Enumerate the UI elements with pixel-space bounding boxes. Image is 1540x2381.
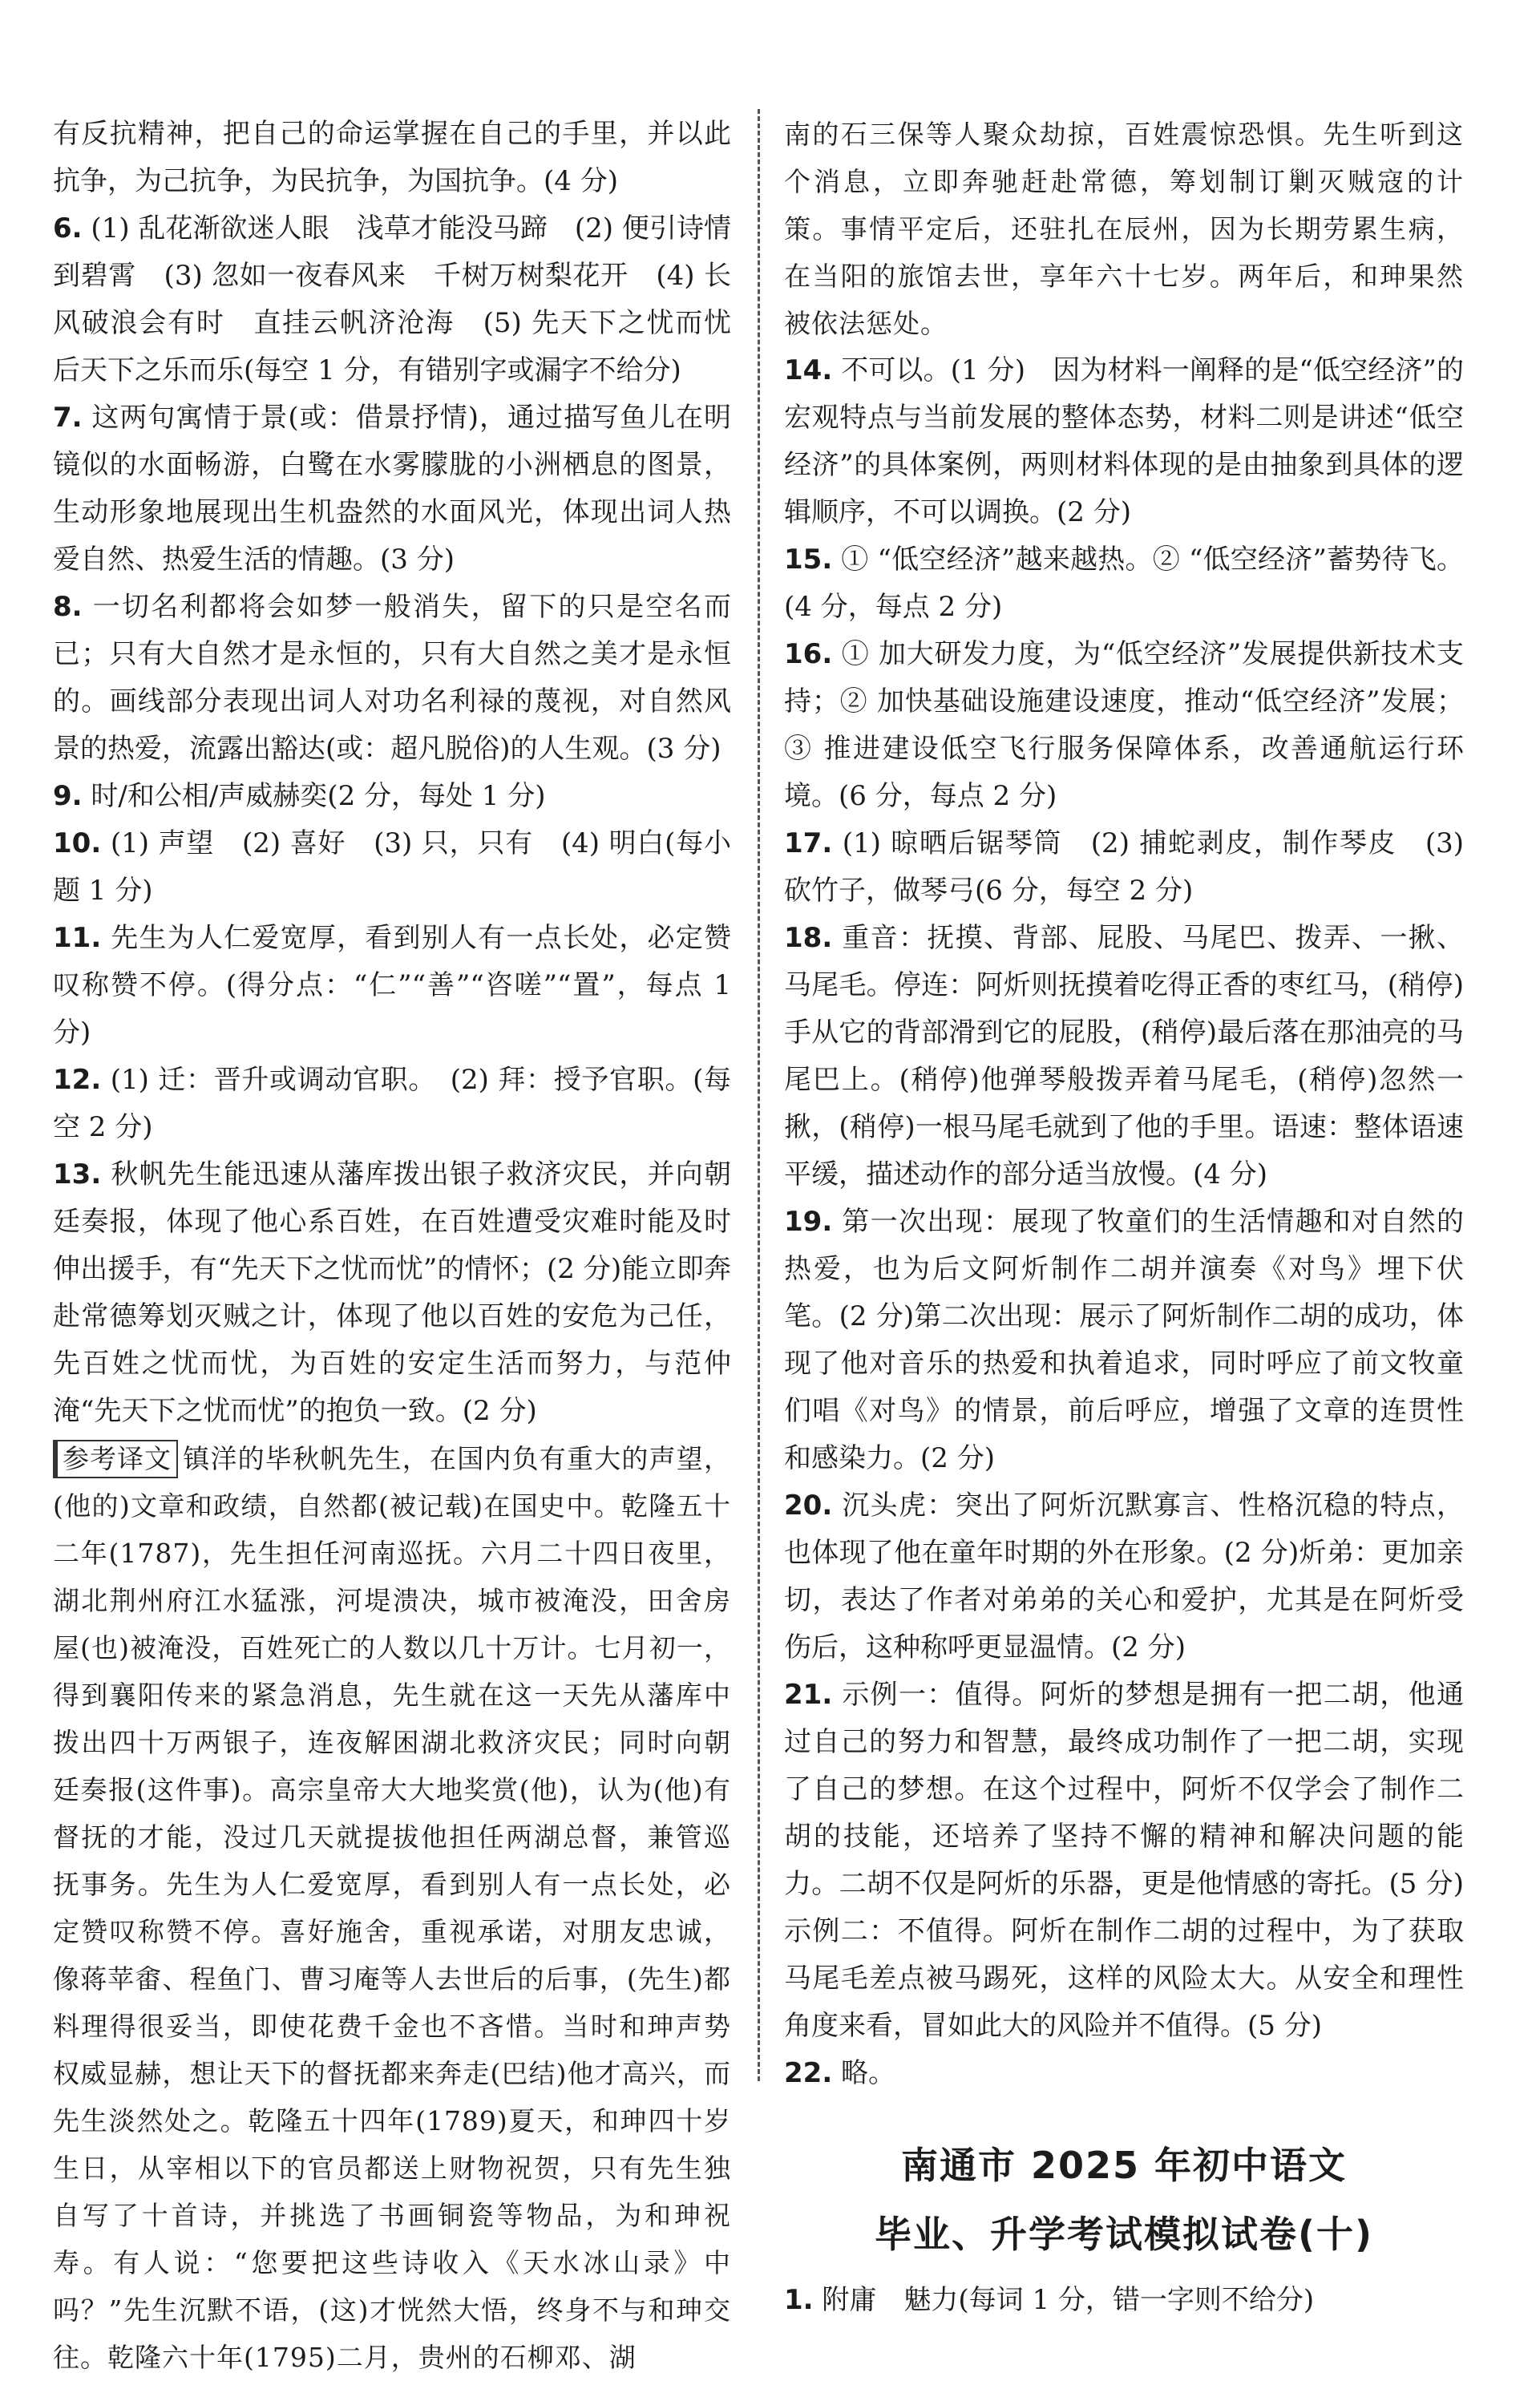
answer-text: (1) 迁：晋升或调动官职。 (2) 拜：授予官职。(每空 2 分)	[53, 1064, 731, 1143]
answer-number: 10.	[53, 827, 102, 859]
answer-number: 15.	[784, 544, 833, 576]
answer-number: 20.	[784, 1490, 833, 1522]
answer-number: 16.	[784, 638, 833, 670]
answer-12	[53, 1057, 731, 1151]
answer-text: (1) 乱花渐欲迷人眼 浅草才能没马蹄 (2) 便引诗情到碧霄 (3) 忽如一夜春风来 千树万树梨花开 (4) 长风破浪会有时 直挂云帆济沧海 (5) 先天下之忧而忧 后天下之乐而乐(每空 1 分，有错别字或漏字不给分)	[53, 212, 758, 386]
answer-number: 22.	[784, 2057, 833, 2089]
answer-7	[53, 394, 731, 584]
answer-number: 14.	[784, 354, 833, 386]
answer-18	[784, 915, 1464, 1199]
answer-text: 附庸 魅力(每词 1 分，错一字则不给分)	[822, 2284, 1315, 2316]
answer-text: ① “低空经济”越来越热。② “低空经济”蓄势待飞。(4 分，每点 2 分)	[784, 544, 1464, 623]
answer-text: (1) 晾晒后锯琴筒 (2) 捕蛇剥皮，制作琴皮 (3) 砍竹子，做琴弓(6 分，每空 2 分)	[784, 827, 1464, 907]
answer-22	[784, 2050, 1464, 2097]
answer-number: 8.	[53, 591, 83, 623]
answer-11	[53, 915, 731, 1057]
answer-16	[784, 631, 1464, 820]
answer-number: 12.	[53, 1064, 102, 1096]
answer-20	[784, 1482, 1464, 1672]
answer-17	[784, 820, 1464, 915]
answer-8	[53, 584, 731, 773]
answer-text: 示例一：值得。阿炘的梦想是拥有一把二胡，他通过自己的努力和智慧，最终成功制作了一把二胡，实现了自己的梦想。在这个过程中，阿炘不仅学会了制作二胡的技能，还培养了坚持不懈的精神和解决问题的能力。二胡不仅是阿炘的乐器，更是他情感的寄托。(5 分) 示例二：不值得。阿炘在制作二胡的过程中，为了获取马尾毛差点被马踢死，这样的风险太大。从安全和理性角度来看，冒如此大的风险并不值得。(5 分)	[784, 1679, 1491, 2042]
answer-21	[784, 1672, 1491, 2050]
answer-text: 略。	[841, 2057, 896, 2089]
answer-number: 6.	[53, 212, 83, 245]
answer-19	[784, 1199, 1464, 1482]
translation-text: 镇洋的毕秋帆先生，在国内负有重大的声望，(他的)文章和政绩，自然都(被记载)在国史中。乾隆五十二年(1787)，先生担任河南巡抚。六月二十四日夜里，湖北荆州府江水猛涨，河堤溃决，城市被淹没，田舍房屋(也)被淹没，百姓死亡的人数以几十万计。七月初一，得到襄阳传来的紧急消息，先生就在这一天先从藩库中拨出四十万两银子，连夜解困湖北救济灾民；同时向朝廷奏报(这件事)。高宗皇帝大大地奖赏(他)，认为(他)有督抚的才能，没过几天就提拔他担任两湖总督，兼管巡抚事务。先生为人仁爱宽厚，看到别人有一点长处，必定赞叹称赞不停。喜好施舍，重视承诺，对朋友忠诚，像蒋苹畬、程鱼门、曹习庵等人去世后的后事，(先生)都料理得很妥当，即使花费千金也不吝惜。当时和珅声势权威显赫，想让天下的督抚都来奔走(巴结)他才高兴，而先生淡然处之。乾隆五十四年(1789)夏天，和珅四十岁生日，从宰相以下的官员都送上财物祝贺，只有先生独自写了十首诗，并挑选了书画铜瓷等物品，为和珅祝寿。有人说：“您要把这些诗收入《天水冰山录》中吗？”先生沉默不语，(这)才恍然大悟，终身不与和珅交往。乾隆六十年(1795)二月，贵州的石柳邓、湖	[53, 1443, 731, 2373]
answer-9	[53, 773, 731, 820]
answer-number: 11.	[53, 922, 102, 954]
answer-number: 13.	[53, 1158, 102, 1190]
answer-text: 时/和公相/声威赫奕(2 分，每处 1 分)	[91, 780, 546, 812]
paper-title	[784, 2131, 1464, 2269]
answer-1	[784, 2277, 1464, 2324]
translation-continued: 南的石三保等人聚众劫掠，百姓震惊恐惧。先生听到这个消息，立即奔驰赶赴常德，筹划制订剿灭贼寇的计策。事情平定后，还驻扎在辰州，因为长期劳累生病，在当阳的旅馆去世，享年六十七岁。两年后，和珅果然被依法惩处。	[784, 119, 1464, 339]
left-column	[53, 111, 758, 2381]
answer-10	[53, 820, 731, 915]
continued-answer: 有反抗精神，把自己的命运掌握在自己的手里，并以此抗争，为己抗争，为民抗争，为国抗争。(4 分)	[53, 118, 731, 197]
answer-number: 17.	[784, 827, 833, 859]
paper-title-line-2: 毕业、升学考试模拟试卷(十)	[874, 2213, 1374, 2256]
answer-text: ① 加大研发力度，为“低空经济”发展提供新技术支持；② 加快基础设施建设速度，推动“低空经济”发展；③ 推进建设低空飞行服务保障体系，改善通航运行环境。(6 分，每点 2 分)	[784, 638, 1465, 812]
answer-text: 先生为人仁爱宽厚，看到别人有一点长处，必定赞叹称赞不停。(得分点：“仁”“善”“咨嗟”“置”，每点 1 分)	[53, 922, 732, 1049]
answer-text: 沉头虎：突出了阿炘沉默寡言、性格沉稳的特点，也体现了他在童年时期的外在形象。(2 分)炘弟：更加亲切，表达了作者对弟弟的关心和爱护，尤其是在阿炘受伤后，这种称呼更显温情。(2 分)	[784, 1490, 1464, 1663]
answer-6	[53, 205, 758, 394]
answer-number: 9.	[53, 780, 83, 812]
answer-number: 1.	[784, 2284, 814, 2316]
reference-translation	[53, 1435, 731, 2381]
answer-14	[784, 347, 1464, 536]
answer-text: 秋帆先生能迅速从藩库拨出银子救济灾民，并向朝廷奏报，体现了他心系百姓，在百姓遭受灾难时能及时伸出援手，有“先天下之忧而忧”的情怀；(2 分)能立即奔赴常德筹划灭贼之计，体现了他以百姓的安危为己任，先百姓之忧而忧，为百姓的安定生活而努力，与范仲淹“先天下之忧而忧”的抱负一致。(2 分)	[53, 1158, 732, 1427]
answer-text: 一切名利都将会如梦一般消失，留下的只是空名而已；只有大自然才是永恒的，只有大自然之美才是永恒的。画线部分表现出词人对功名利禄的蔑视，对自然风景的热爱，流露出豁达(或：超凡脱俗)的人生观。(3 分)	[53, 591, 731, 765]
answer-number: 18.	[784, 922, 833, 954]
right-column	[784, 111, 1491, 2324]
answer-15	[784, 536, 1464, 631]
answer-text: (1) 声望 (2) 喜好 (3) 只，只有 (4) 明白(每小题 1 分)	[53, 827, 732, 907]
answer-number: 7.	[53, 402, 83, 434]
answer-text: 重音：抚摸、背部、屁股、马尾巴、拨弄、一揪、马尾毛。停连：阿炘则抚摸着吃得正香的枣红马，(稍停)手从它的背部滑到它的屁股，(稍停)最后落在那油亮的马尾巴上。(稍停)他弹琴般拨弄着马尾毛，(稍停)忽然一揪，(稍停)一根马尾毛就到了他的手里。语速：整体语速平缓，描述动作的部分适当放慢。(4 分)	[784, 922, 1464, 1190]
answer-text: 不可以。(1 分) 因为材料一阐释的是“低空经济”的宏观特点与当前发展的整体态势，材料二则是讲述“低空经济”的具体案例，两则材料体现的是由抽象到具体的逻辑顺序，不可以调换。(2 分)	[784, 354, 1465, 528]
answer-number: 21.	[784, 1679, 833, 1711]
answer-text: 这两句寓情于景(或：借景抒情)，通过描写鱼儿在明镜似的水面畅游，白鹭在水雾朦胧的小洲栖息的图景，生动形象地展现出生机盎然的水面风光，体现出词人热爱自然、热爱生活的情趣。(3 分)	[53, 402, 731, 576]
answer-text: 第一次出现：展现了牧童们的生活情趣和对自然的热爱，也为后文阿炘制作二胡并演奏《对鸟》埋下伏笔。(2 分)第二次出现：展示了阿炘制作二胡的成功，体现了他对音乐的热爱和执着追求，同时呼应了前文牧童们唱《对鸟》的情景，前后呼应，增强了文章的连贯性和感染力。(2 分)	[784, 1206, 1464, 1474]
answer-number: 19.	[784, 1206, 833, 1238]
column-divider	[758, 109, 760, 2081]
answer-13	[53, 1151, 731, 1435]
translation-label: 参考译文	[53, 1440, 178, 1478]
paper-title-line-1: 南通市 2025 年初中语文	[900, 2144, 1348, 2187]
